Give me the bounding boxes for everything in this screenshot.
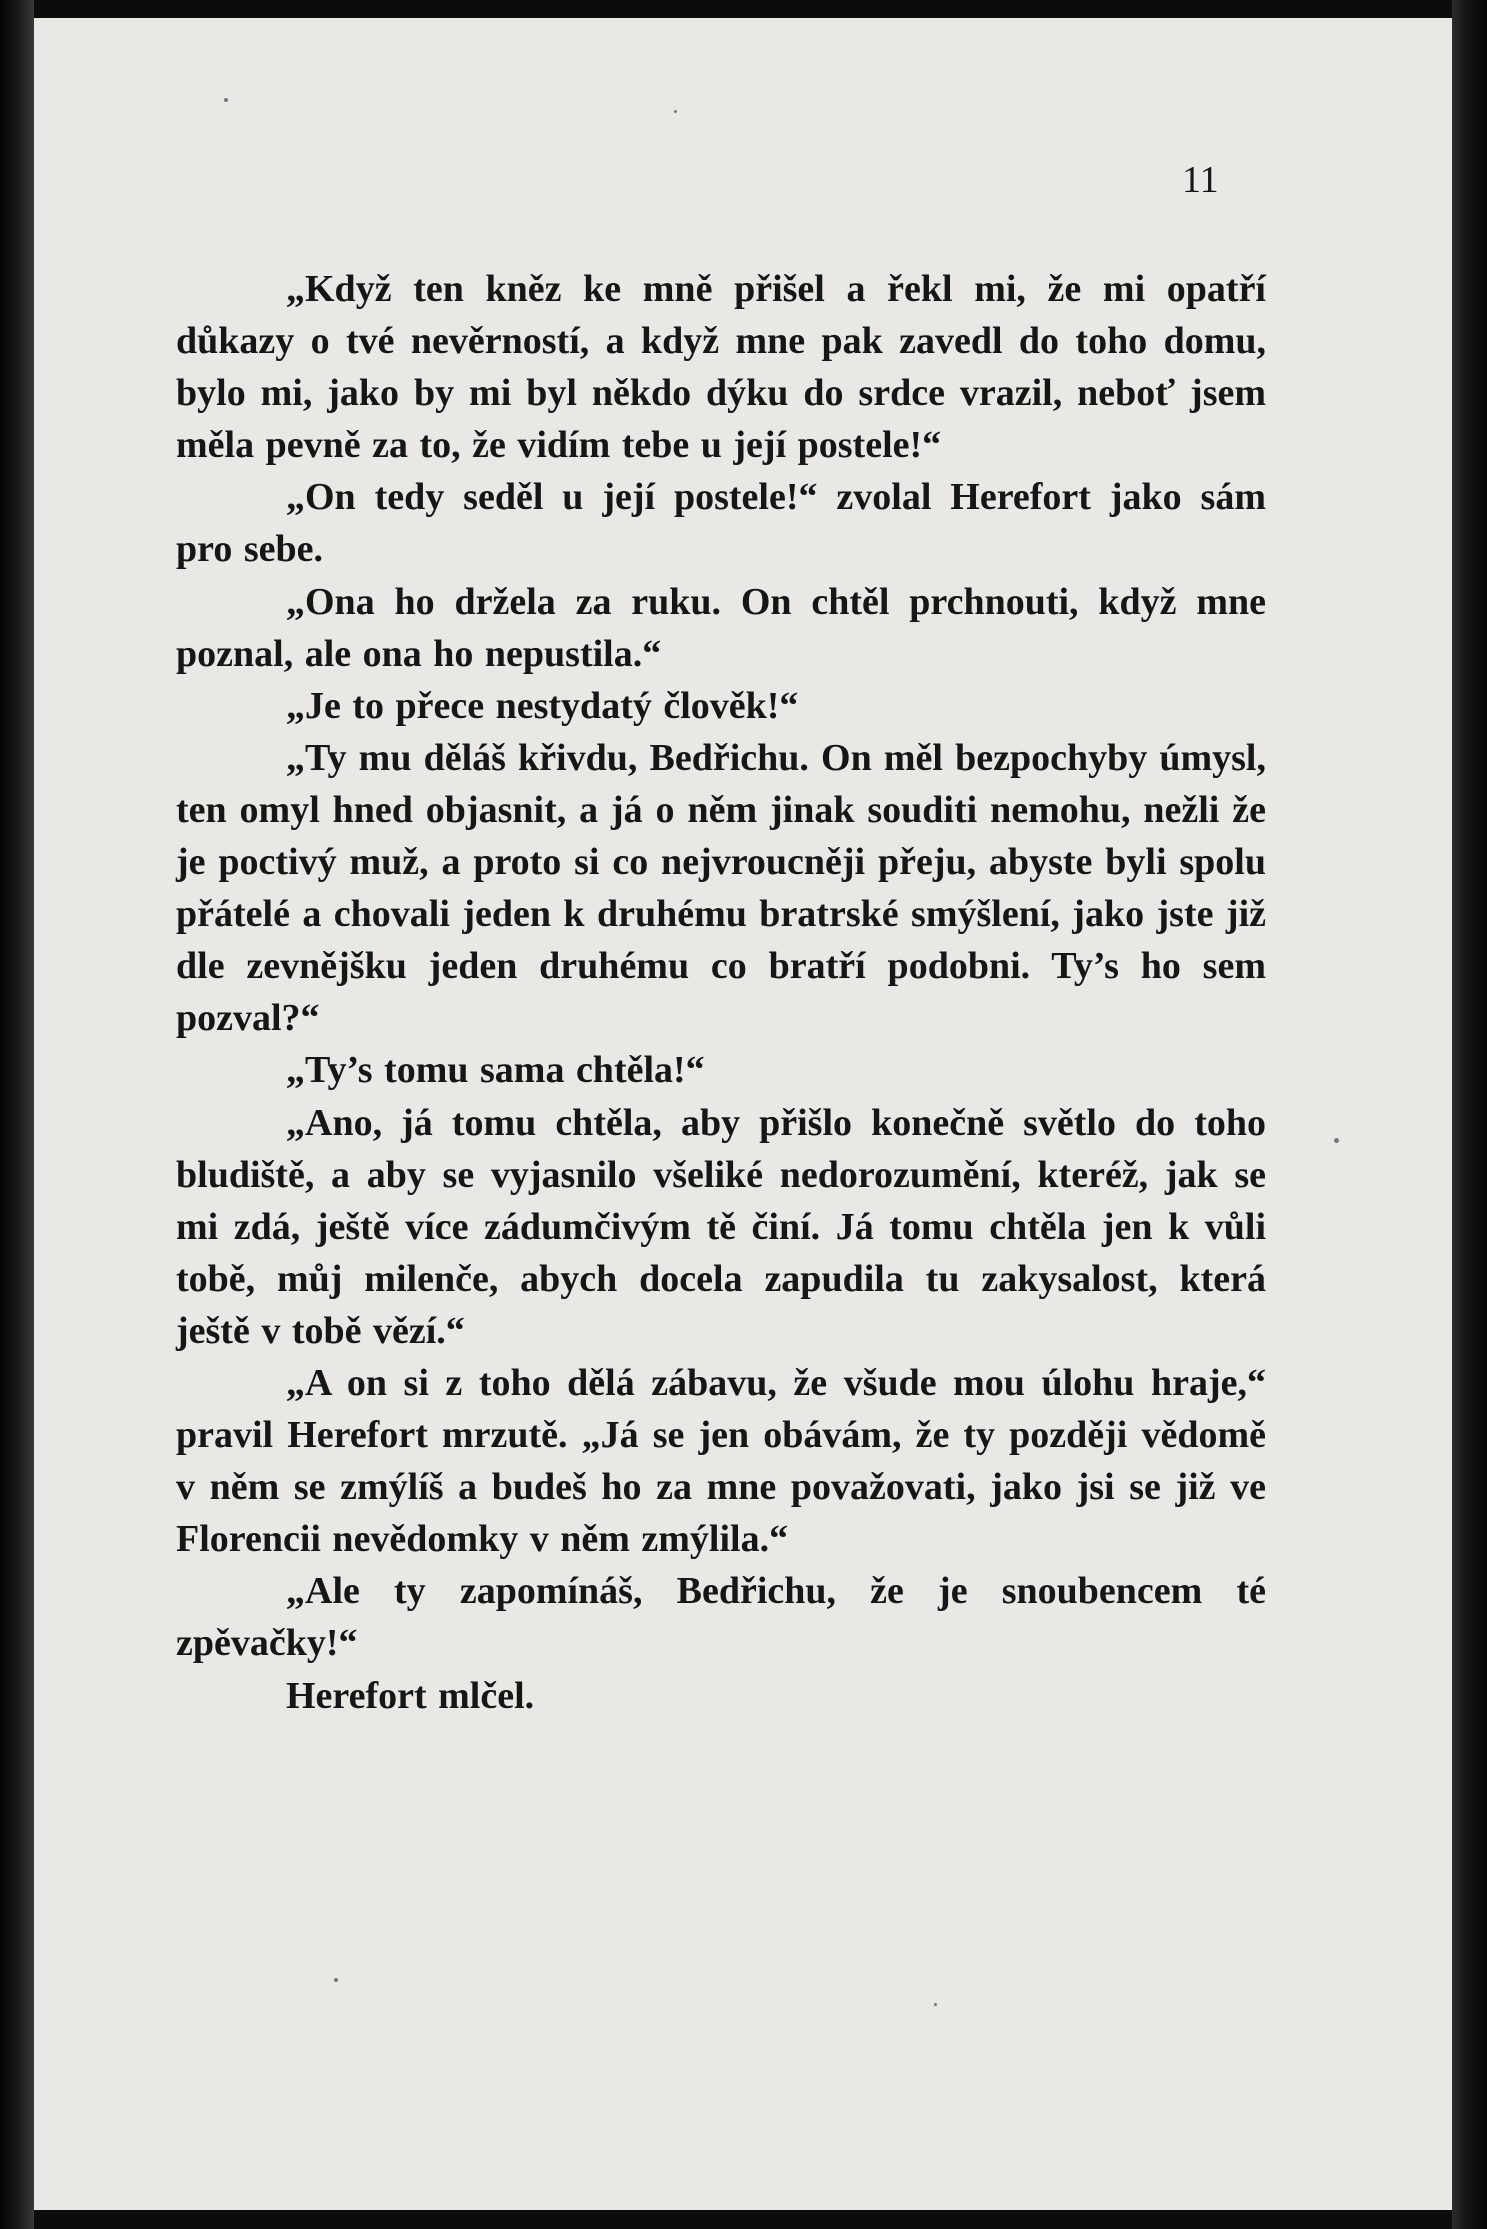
paragraph: „Je to přece nestydatý člověk!“ (286, 684, 799, 727)
body-text (176, 263, 1266, 1722)
left-scan-edge (0, 0, 34, 2229)
paragraph: „A on si z toho dělá zábavu, že všude mou úlohu hraje,“ pravil Herefort mrzutě. „Já se jen obávám, že ty později vědomě v něm se zmýlíš a budeš ho za mne považovati, jako jsi se již ve Florencii nevědomky v něm zmýlila.“ (176, 1361, 1266, 1561)
paragraph: „Ty mu děláš křivdu, Bedřichu. On měl bezpochyby úmysl, ten omyl hned objasnit, a já o něm jinak souditi nemohu, nežli že je poctivý muž, a proto si co nejvroucněji přeju, abyste byli spolu přátelé a chovali jeden k druhému bratrské smýšlení, jako jste již dle zevnějšku jeden druhému co bratří podobni. Ty’s ho sem pozval?“ (176, 736, 1266, 1040)
paragraph: Herefort mlčel. (286, 1674, 535, 1717)
paper-speck (934, 2003, 937, 2006)
right-scan-edge (1452, 0, 1487, 2229)
paper-speck (1334, 1138, 1339, 1143)
paragraph: „Ty’s tomu sama chtěla!“ (286, 1049, 705, 1092)
paragraph: „On tedy seděl u její postele!“ zvolal Herefort jako sám pro sebe. (176, 476, 1266, 571)
page-number: 11 (1182, 159, 1219, 201)
paper-speck (224, 98, 228, 102)
paragraph: „Ona ho držela za ruku. On chtěl prchnouti, když mne poznal, ale ona ho nepustila.“ (176, 580, 1266, 675)
paragraph: „Ano, já tomu chtěla, aby přišlo konečně světlo do toho bludiště, a aby se vyjasnilo všeliké nedorozumění, kteréž, jak se mi zdá, ještě více zádumčivým tě činí. Já tomu chtěla jen k vůli tobě, můj milenče, abych docela zapudila tu zakysalost, která ještě v tobě vězí.“ (176, 1101, 1266, 1352)
paper-speck (334, 1978, 338, 1982)
paragraph: „Ale ty zapomínáš, Bedřichu, že je snoubencem té zpěvačky!“ (176, 1570, 1266, 1665)
paragraph: „Když ten kněz ke mně přišel a řekl mi, že mi opatří důkazy o tvé nevěrností, a když mne pak zavedl do toho domu, bylo mi, jako by mi byl někdo dýku do srdce vrazil, neboť jsem měla pevně za to, že vidím tebe u její postele!“ (176, 268, 1266, 467)
paper-speck (674, 110, 677, 113)
